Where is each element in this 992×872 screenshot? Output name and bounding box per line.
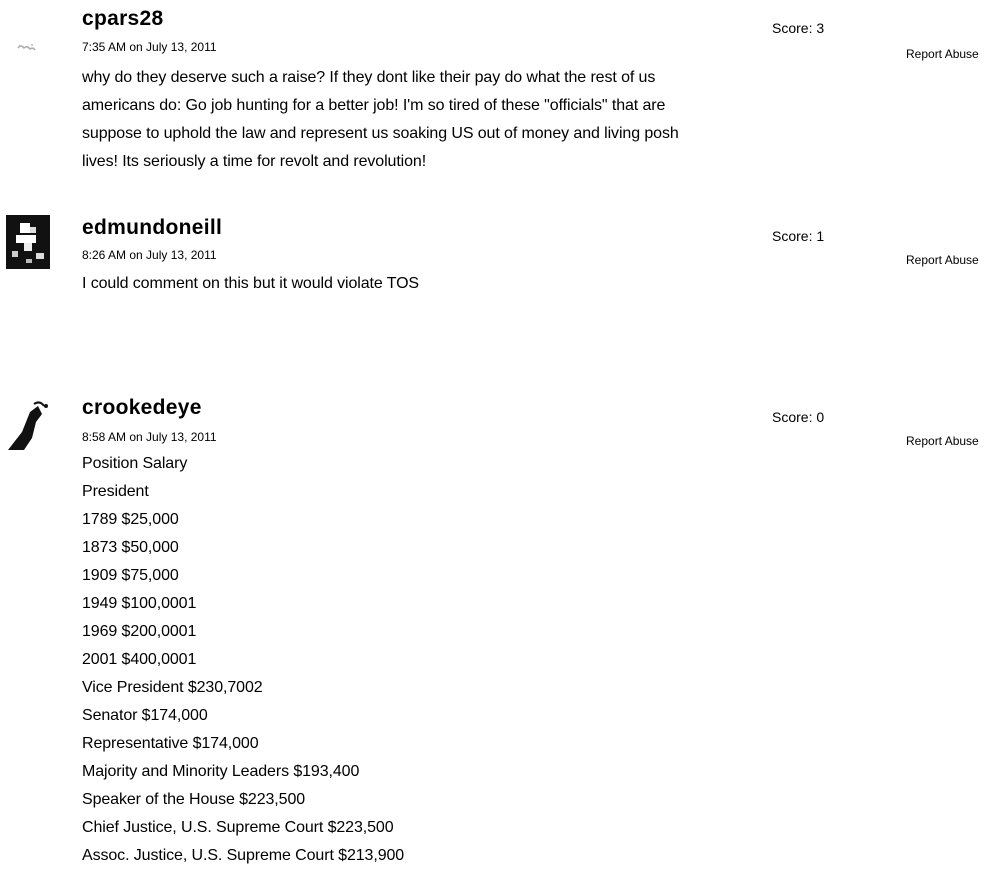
comment-line: President — [82, 483, 149, 500]
user-avatar-icon[interactable] — [6, 398, 50, 450]
comment-body — [82, 450, 822, 870]
comment-line: 1969 $200,0001 — [82, 623, 197, 640]
comment-username[interactable]: edmundoneill — [82, 216, 223, 239]
comment-score: Score: 3 — [772, 20, 825, 36]
comment-score: Score: 1 — [772, 228, 825, 244]
comment-line: Chief Justice, U.S. Supreme Court $223,500 — [82, 819, 394, 836]
comment-body — [82, 64, 822, 176]
report-abuse-link[interactable]: Report Abuse — [906, 434, 979, 448]
comment-line: americans do: Go job hunting for a better job! I'm so tired of these "officials" that are — [82, 97, 666, 114]
comment-line: why do they deserve such a raise? If they dont like their pay do what the rest of us — [82, 69, 656, 86]
comment-line: 1873 $50,000 — [82, 539, 179, 556]
report-abuse-link[interactable]: Report Abuse — [906, 47, 979, 61]
comment-line: Position Salary — [82, 455, 188, 472]
report-abuse-link[interactable]: Report Abuse — [906, 253, 979, 267]
comment-line: 1949 $100,0001 — [82, 595, 197, 612]
comment-line: suppose to uphold the law and represent us soaking US out of money and living posh — [82, 125, 679, 142]
comment-timestamp: 8:26 AM on July 13, 2011 — [82, 248, 217, 262]
comment-line: Speaker of the House $223,500 — [82, 791, 306, 808]
comment-line: 2001 $400,0001 — [82, 651, 197, 668]
comment-line: 1789 $25,000 — [82, 511, 179, 528]
comment-username[interactable]: crookedeye — [82, 396, 202, 419]
comment-line: Majority and Minority Leaders $193,400 — [82, 763, 360, 780]
comment-timestamp: 8:58 AM on July 13, 2011 — [82, 430, 217, 444]
comment-score: Score: 0 — [772, 409, 825, 425]
comment-line: lives! Its seriously a time for revolt and revolution! — [82, 153, 427, 170]
comment-line: Assoc. Justice, U.S. Supreme Court $213,900 — [82, 847, 405, 864]
comment-line: I could comment on this but it would violate TOS — [82, 275, 420, 292]
comment-line: Vice President $230,7002 — [82, 679, 263, 696]
user-avatar-icon[interactable] — [6, 38, 50, 54]
comment-body — [82, 270, 822, 298]
user-avatar-icon[interactable] — [6, 215, 50, 267]
comment-username[interactable]: cpars28 — [82, 7, 164, 30]
comment-line: Representative $174,000 — [82, 735, 259, 752]
comment-line: Senator $174,000 — [82, 707, 208, 724]
comment-timestamp: 7:35 AM on July 13, 2011 — [82, 40, 217, 54]
comment-line: 1909 $75,000 — [82, 567, 179, 584]
